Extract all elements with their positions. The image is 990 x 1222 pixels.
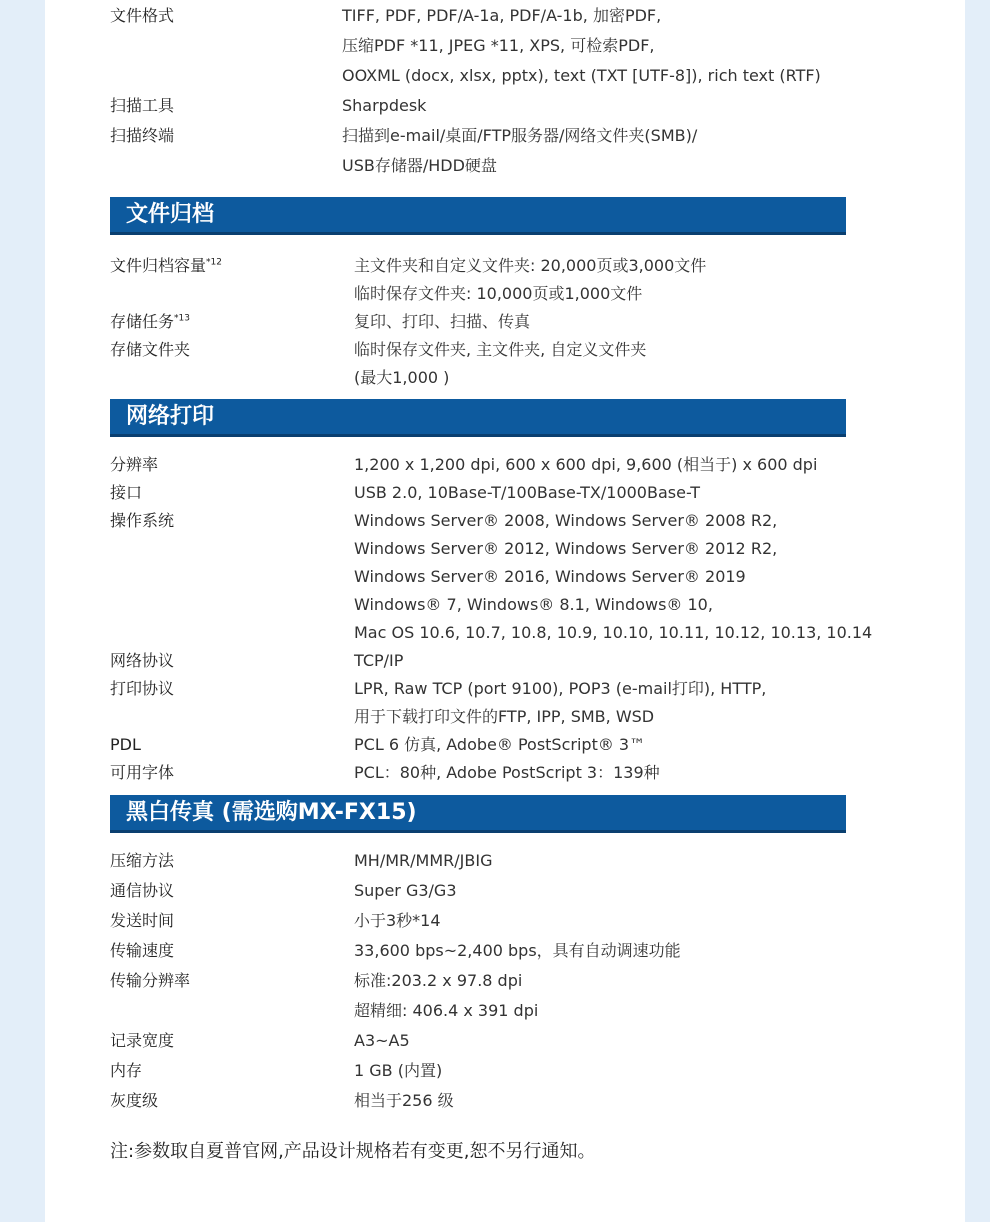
spec-value: 用于下载打印文件的FTP, IPP, SMB, WSD bbox=[354, 707, 655, 726]
spec-label: 扫描终端 bbox=[110, 126, 175, 145]
spec-value: 超精细: 406.4 x 391 dpi bbox=[354, 1001, 539, 1020]
spec-value: 临时保存文件夹, 主文件夹, 自定义文件夹 bbox=[354, 340, 647, 359]
spec-label: 通信协议 bbox=[110, 881, 175, 900]
spec-label: 传输速度 bbox=[110, 941, 175, 960]
spec-row-continued bbox=[45, 564, 965, 590]
spec-row-continued bbox=[45, 592, 965, 618]
footer-note: 注:参数取自夏普官网,产品设计规格若有变更,恕不另行通知。 bbox=[110, 1141, 596, 1162]
spec-value: (最大1,000 ) bbox=[354, 368, 450, 387]
spec-row-stored-jobs bbox=[45, 309, 965, 335]
spec-label: 压缩方法 bbox=[110, 851, 175, 870]
spec-row-comm-protocol bbox=[45, 878, 965, 904]
spec-label: PDL bbox=[110, 735, 141, 754]
spec-value: 复印、打印、扫描、传真 bbox=[354, 312, 531, 331]
spec-value: TIFF, PDF, PDF/A-1a, PDF/A-1b, 加密PDF, bbox=[342, 6, 662, 25]
spec-label: 存储任务$^{*13}$ bbox=[110, 312, 190, 331]
spec-row-print-protocol bbox=[45, 676, 965, 702]
spec-row-interface bbox=[45, 480, 965, 506]
spec-value: 临时保存文件夹: 10,000页或1,000文件 bbox=[354, 284, 643, 303]
spec-value: USB 2.0, 10Base-T/100Base-TX/1000Base-T bbox=[354, 483, 701, 502]
section-header-filing bbox=[110, 197, 846, 235]
spec-value: Windows Server® 2008, Windows Server® 2008 R2, bbox=[354, 511, 778, 530]
spec-label: 存储文件夹 bbox=[110, 340, 191, 359]
spec-value: Super G3/G3 bbox=[354, 881, 457, 900]
spec-label: 接口 bbox=[110, 483, 143, 502]
spec-label: 文件格式 bbox=[110, 6, 175, 25]
spec-row-halftone bbox=[45, 1088, 965, 1114]
spec-value: 1,200 x 1,200 dpi, 600 x 600 dpi, 9,600 (相当于) x 600 dpi bbox=[354, 455, 818, 474]
spec-value: OOXML (docx, xlsx, pptx), text (TXT [UTF-8]), rich text (RTF) bbox=[342, 66, 821, 85]
section-header-printing bbox=[110, 399, 846, 437]
spec-label: 操作系统 bbox=[110, 511, 175, 530]
spec-row-continued bbox=[45, 620, 965, 646]
spec-label: 分辨率 bbox=[110, 455, 159, 474]
spec-row-transmission-resolution bbox=[45, 968, 965, 994]
section-header-fax bbox=[110, 795, 846, 833]
spec-row-transmission-time bbox=[45, 908, 965, 934]
spec-label: 发送时间 bbox=[110, 911, 175, 930]
spec-row-resolution bbox=[45, 452, 965, 478]
spec-row-continued bbox=[45, 281, 965, 307]
spec-value: 小于3秒*14 bbox=[354, 911, 441, 930]
spec-row-network-protocol bbox=[45, 648, 965, 674]
spec-value: Windows Server® 2012, Windows Server® 2012 R2, bbox=[354, 539, 778, 558]
spec-row-scan-destination bbox=[45, 123, 965, 149]
spec-label: 文件归档容量$^{*12}$ bbox=[110, 256, 222, 275]
section-title: 网络打印 bbox=[126, 404, 215, 429]
spec-value: 压缩PDF *11, JPEG *11, XPS, 可检索PDF, bbox=[342, 36, 655, 55]
spec-value: 扫描到e-mail/桌面/FTP服务器/网络文件夹(SMB)/ bbox=[342, 126, 698, 145]
spec-row-pdl bbox=[45, 732, 965, 758]
spec-label: 可用字体 bbox=[110, 763, 175, 782]
spec-row-continued bbox=[45, 536, 965, 562]
spec-label: 传输分辨率 bbox=[110, 971, 191, 990]
spec-row-continued bbox=[45, 365, 965, 391]
spec-row-os bbox=[45, 508, 965, 534]
spec-value: Windows® 7, Windows® 8.1, Windows® 10, bbox=[354, 595, 713, 614]
spec-row-continued bbox=[45, 998, 965, 1024]
spec-value: PCL：80种, Adobe PostScript 3：139种 bbox=[354, 763, 660, 782]
spec-row-continued bbox=[45, 704, 965, 730]
spec-page bbox=[45, 0, 965, 1222]
spec-label: 网络协议 bbox=[110, 651, 175, 670]
spec-row-compression bbox=[45, 848, 965, 874]
spec-value: 主文件夹和自定义文件夹: 20,000页或3,000文件 bbox=[354, 256, 707, 275]
spec-value: 1 GB (内置) bbox=[354, 1061, 443, 1080]
spec-value: PCL 6 仿真, Adobe® PostScript® 3™ bbox=[354, 735, 646, 754]
spec-label: 打印协议 bbox=[110, 679, 175, 698]
spec-label: 记录宽度 bbox=[110, 1031, 175, 1050]
spec-label: 扫描工具 bbox=[110, 96, 175, 115]
section-title: 文件归档 bbox=[126, 202, 215, 227]
spec-value: 标准:203.2 x 97.8 dpi bbox=[354, 971, 523, 990]
spec-row-scan-tool bbox=[45, 93, 965, 119]
spec-row-continued bbox=[45, 63, 965, 89]
spec-row-storage-folders bbox=[45, 337, 965, 363]
spec-value: Mac OS 10.6, 10.7, 10.8, 10.9, 10.10, 10.11, 10.12, 10.13, 10.14 bbox=[354, 623, 873, 642]
section-title: 黑白传真 (需选购MX-FX15) bbox=[126, 800, 417, 825]
spec-value: 相当于256 级 bbox=[354, 1091, 454, 1110]
spec-value: LPR, Raw TCP (port 9100), POP3 (e-mail打印), HTTP, bbox=[354, 679, 767, 698]
spec-row-modem-speed bbox=[45, 938, 965, 964]
spec-value: A3~A5 bbox=[354, 1031, 410, 1050]
spec-value: Windows Server® 2016, Windows Server® 2019 bbox=[354, 567, 746, 586]
spec-row-memory bbox=[45, 1058, 965, 1084]
spec-row-recording-width bbox=[45, 1028, 965, 1054]
spec-row-file-format bbox=[45, 3, 965, 29]
spec-row-continued bbox=[45, 153, 965, 179]
spec-value: MH/MR/MMR/JBIG bbox=[354, 851, 493, 870]
spec-label: 灰度级 bbox=[110, 1091, 159, 1110]
spec-row-fonts bbox=[45, 760, 965, 786]
spec-value: TCP/IP bbox=[354, 651, 404, 670]
spec-value: USB存储器/HDD硬盘 bbox=[342, 156, 497, 175]
spec-row-filing-capacity bbox=[45, 253, 965, 279]
spec-row-continued bbox=[45, 33, 965, 59]
footnote-mark: *12 bbox=[206, 257, 222, 268]
spec-label: 内存 bbox=[110, 1061, 143, 1080]
spec-value: Sharpdesk bbox=[342, 96, 427, 115]
spec-value: 33,600 bps~2,400 bps，具有自动调速功能 bbox=[354, 941, 681, 960]
footnote-mark: *13 bbox=[174, 313, 190, 324]
